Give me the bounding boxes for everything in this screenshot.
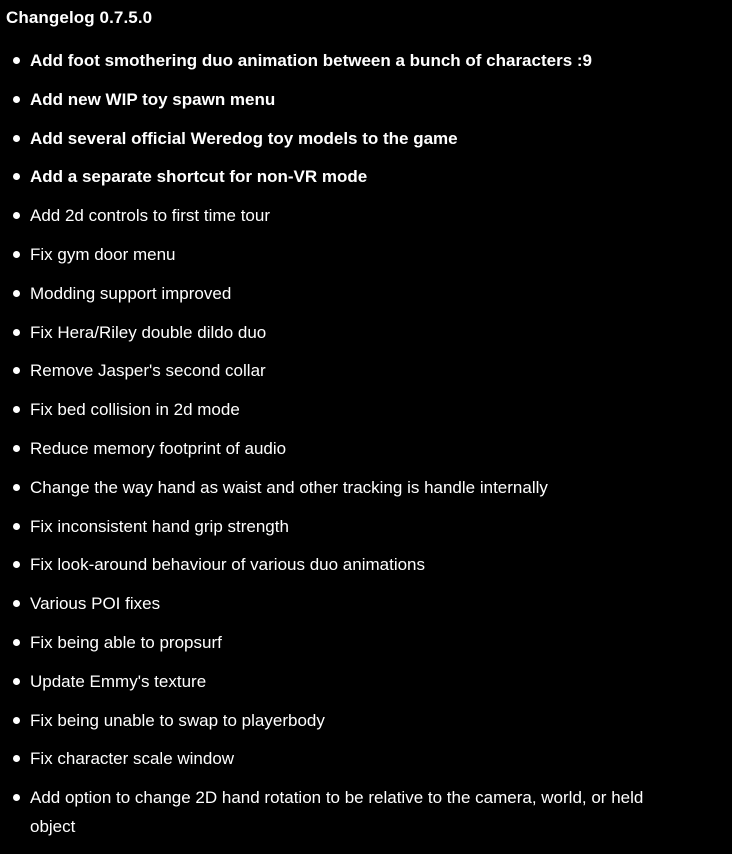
changelog-item-text: Remove Jasper's second collar: [30, 361, 266, 381]
bullet-icon: [13, 639, 20, 646]
bullet-icon: [13, 561, 20, 568]
changelog-list: [6, 46, 726, 841]
changelog-item: [6, 550, 686, 579]
changelog-item: [6, 706, 686, 735]
bullet-icon: [13, 445, 20, 452]
changelog-item: [6, 240, 686, 269]
changelog-item-text: Various POI fixes: [30, 594, 161, 614]
changelog-item-text: Modding support improved: [30, 283, 232, 303]
changelog-item: [6, 473, 686, 502]
bullet-icon: [13, 794, 20, 801]
bullet-icon: [13, 251, 20, 258]
bullet-icon: [13, 406, 20, 413]
bullet-icon: [13, 329, 20, 336]
changelog-item-text: Add foot smothering duo animation between a bunch of characters :9: [30, 51, 592, 70]
changelog-item-text: Fix gym door menu: [30, 244, 176, 264]
changelog-item: [6, 162, 686, 191]
changelog-item: [6, 279, 686, 308]
changelog-item: [6, 318, 686, 347]
changelog-item: [6, 201, 686, 230]
bullet-icon: [13, 717, 20, 724]
changelog-title: Changelog 0.7.5.0: [6, 8, 153, 27]
changelog-item: [6, 744, 686, 773]
changelog-item: [6, 124, 686, 153]
bullet-icon: [13, 678, 20, 685]
changelog-item-text: Add option to change 2D hand rotation to be relative to the camera, world, or held object: [30, 788, 644, 837]
changelog-item-text: Reduce memory footprint of audio: [30, 438, 287, 458]
changelog-item-text: Change the way hand as waist and other tracking is handle internally: [30, 477, 548, 497]
bullet-icon: [13, 523, 20, 530]
changelog-item: [6, 46, 686, 75]
changelog-item: [6, 589, 686, 618]
changelog-item-text: Update Emmy's texture: [30, 671, 207, 691]
changelog-item: [6, 783, 686, 841]
changelog-item: [6, 628, 686, 657]
bullet-icon: [13, 367, 20, 374]
bullet-icon: [13, 57, 20, 64]
bullet-icon: [13, 135, 20, 142]
changelog-item: [6, 395, 686, 424]
changelog-item-text: Add a separate shortcut for non-VR mode: [30, 167, 368, 187]
changelog-item-text: Fix being able to propsurf: [30, 632, 222, 652]
changelog-item: [6, 85, 686, 114]
bullet-icon: [13, 484, 20, 491]
changelog-item: [6, 434, 686, 463]
changelog-item-text: Fix look-around behaviour of various duo animations: [30, 555, 426, 575]
changelog-item-text: Fix inconsistent hand grip strength: [30, 516, 289, 536]
changelog-item-text: Fix character scale window: [30, 749, 235, 769]
changelog-item: [6, 356, 686, 385]
changelog-item-text: Add several official Weredog toy models to the game: [30, 128, 458, 148]
changelog-item: [6, 667, 686, 696]
changelog-item: [6, 512, 686, 541]
bullet-icon: [13, 212, 20, 219]
bullet-icon: [13, 96, 20, 103]
changelog-item-text: Add new WIP toy spawn menu: [30, 89, 276, 109]
bullet-icon: [13, 290, 20, 297]
changelog-item-text: Fix being unable to swap to playerbody: [30, 710, 325, 730]
bullet-icon: [13, 600, 20, 607]
changelog-item-text: Fix Hera/Riley double dildo duo: [30, 322, 267, 342]
changelog-item-text: Add 2d controls to first time tour: [30, 206, 270, 226]
bullet-icon: [13, 755, 20, 762]
changelog-item-text: Fix bed collision in 2d mode: [30, 400, 240, 420]
bullet-icon: [13, 173, 20, 180]
